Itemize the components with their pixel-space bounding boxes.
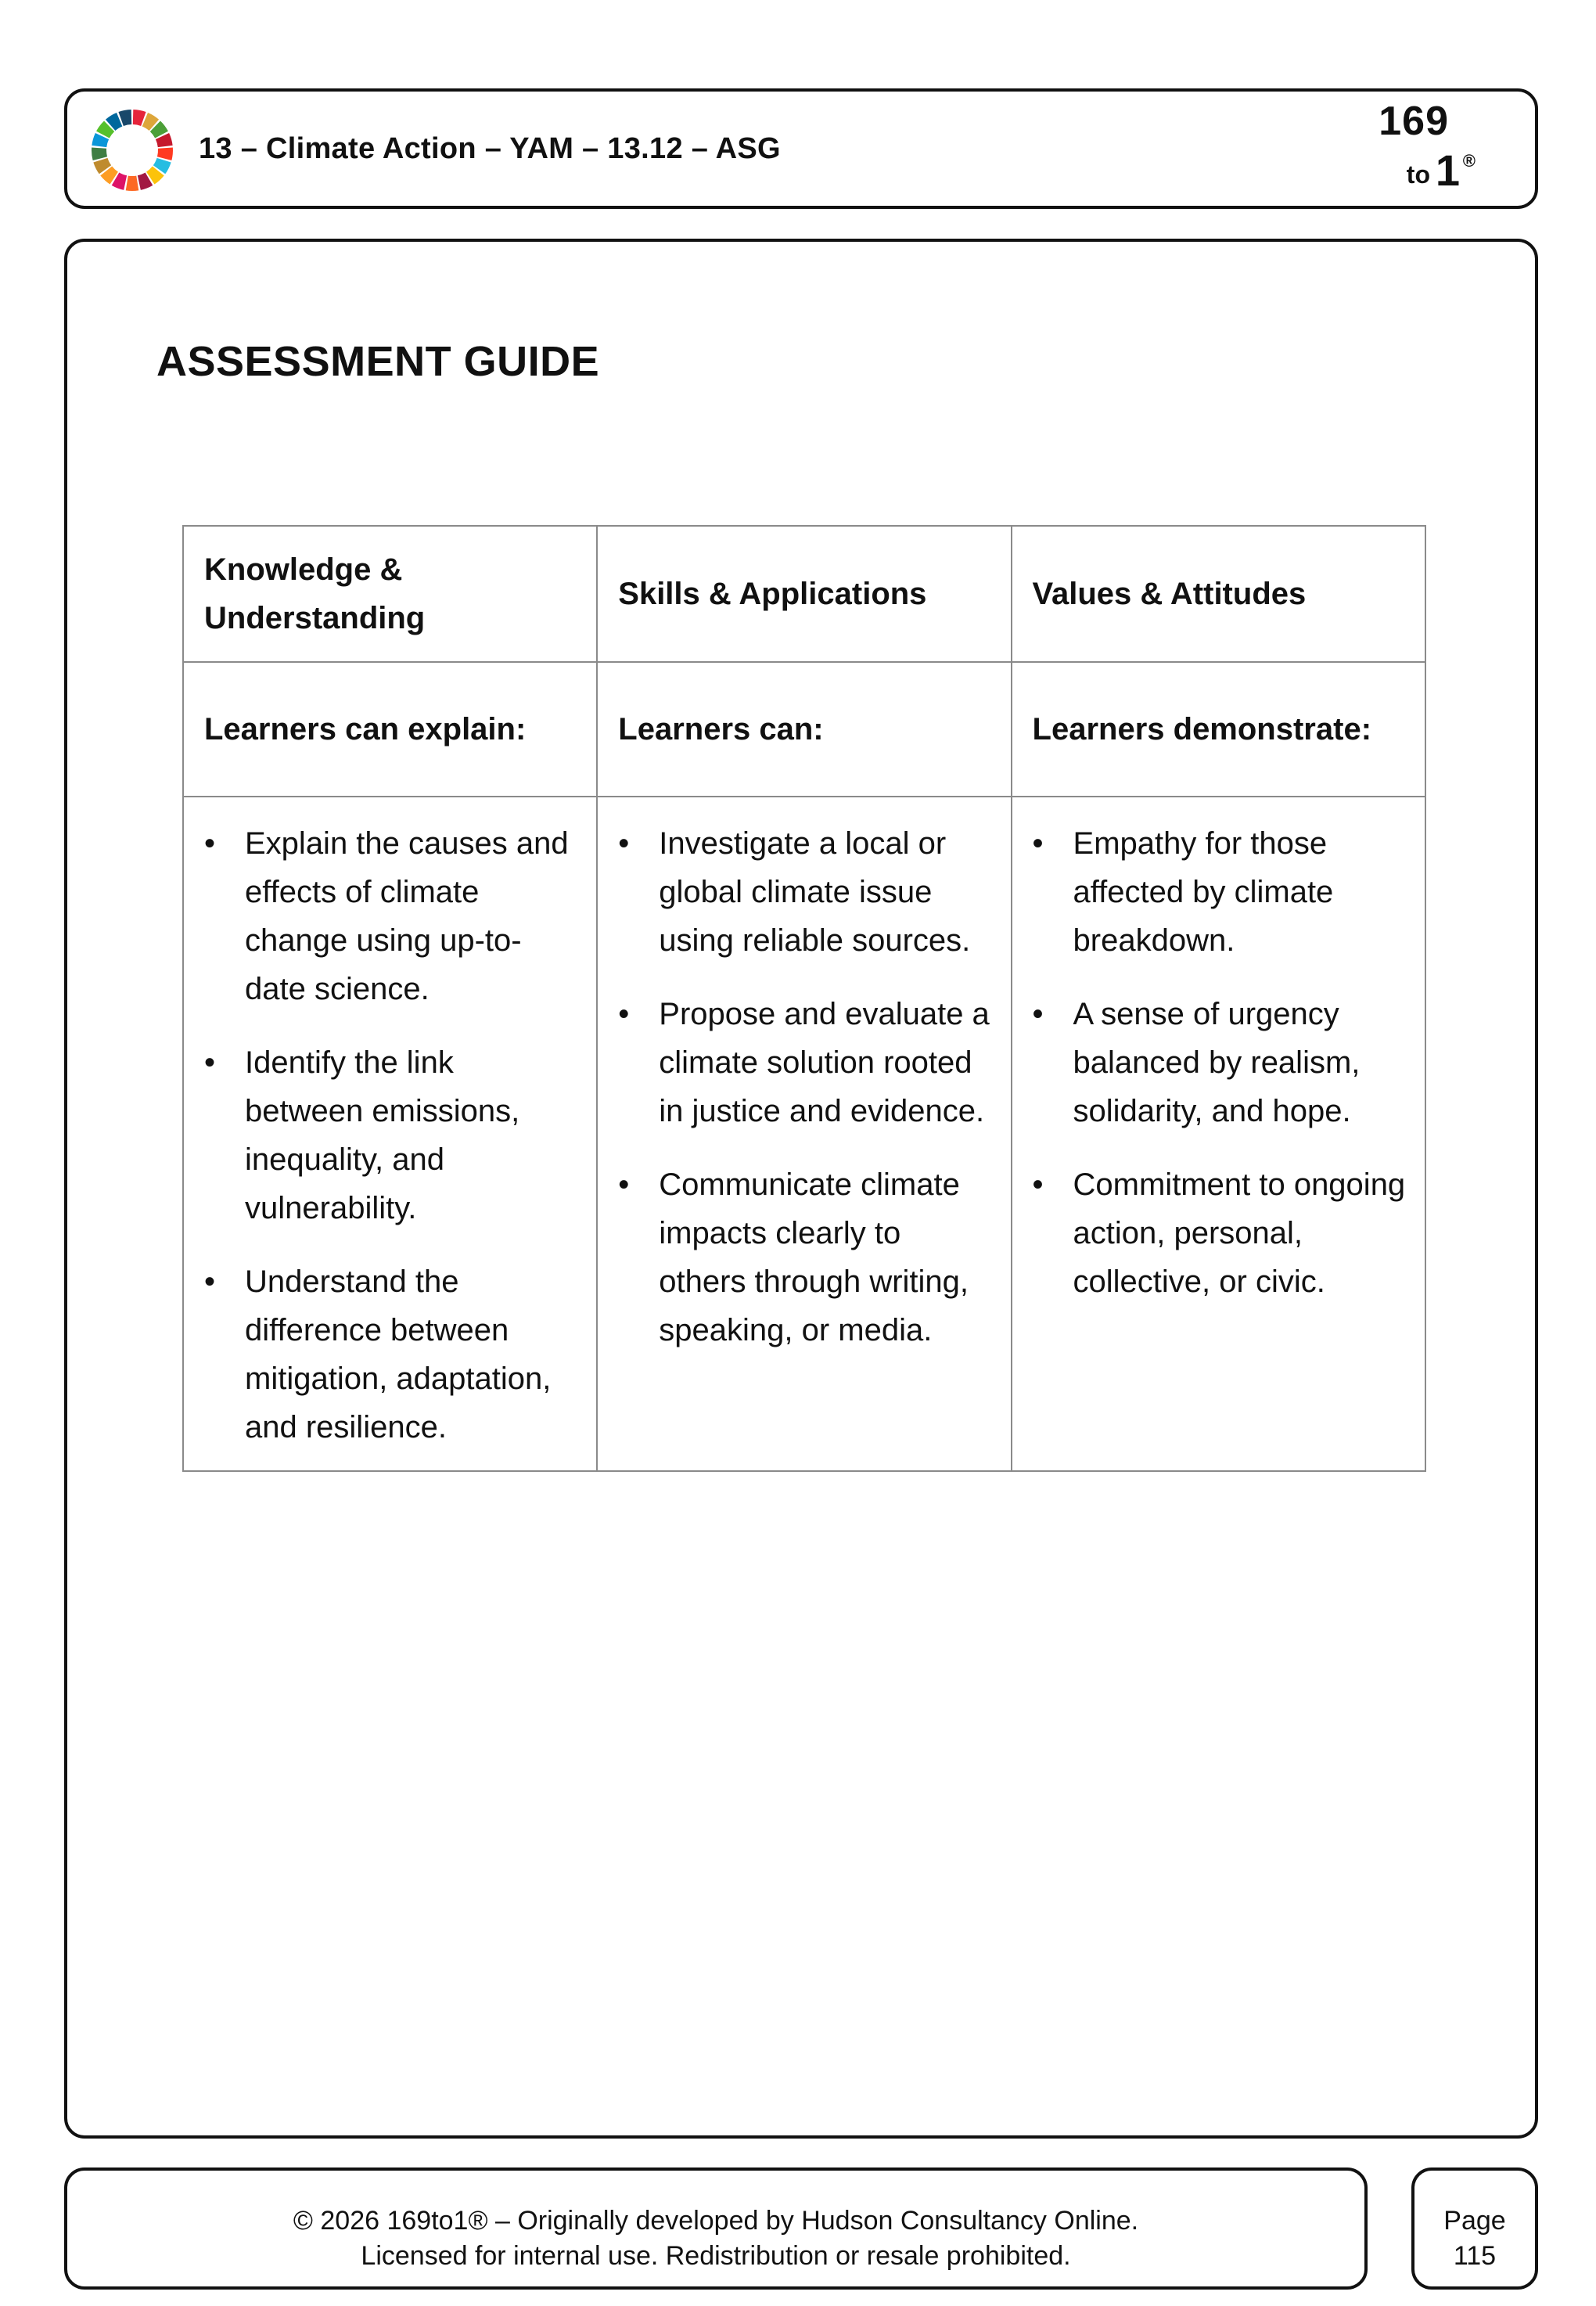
footer-copyright bbox=[64, 2167, 1368, 2290]
list-item: • Propose and evaluate a climate solution rooted in justice and evidence. bbox=[618, 990, 991, 1135]
table-header-row bbox=[183, 526, 1425, 662]
copyright-line-2: Licensed for internal use. Redistribution or resale prohibited. bbox=[361, 2241, 1071, 2271]
values-list bbox=[1033, 819, 1406, 1306]
list-item: • Empathy for those affected by climate breakdown. bbox=[1033, 819, 1406, 965]
wheel-segment bbox=[92, 148, 107, 160]
header-values: Values & Attitudes bbox=[1012, 526, 1425, 662]
main-content bbox=[64, 239, 1538, 2139]
page-number-value: 115 bbox=[1453, 2241, 1497, 2271]
subheader-skills: Learners can: bbox=[597, 662, 1011, 797]
subheader-knowledge: Learners can explain: bbox=[183, 662, 597, 797]
sdg-color-wheel-icon bbox=[89, 107, 175, 193]
list-item: • Explain the causes and effects of climate change using up-to-date science. bbox=[204, 819, 577, 1013]
copyright-text bbox=[67, 2203, 1364, 2274]
header-skills: Skills & Applications bbox=[597, 526, 1011, 662]
wheel-segment bbox=[157, 148, 173, 160]
list-item: • Commitment to ongoing action, personal, collective, or civic. bbox=[1033, 1160, 1406, 1306]
list-item: • Identify the link between emissions, inequality, and vulnerability. bbox=[204, 1038, 577, 1232]
assessment-table bbox=[182, 525, 1426, 1472]
header-knowledge: Knowledge & Understanding bbox=[183, 526, 597, 662]
skills-cell bbox=[597, 797, 1011, 1471]
list-item: • Understand the difference between mitigation, adaptation, and resilience. bbox=[204, 1257, 577, 1452]
copyright-line-1: © 2026 169to1® – Originally developed by Hudson Consultancy Online. bbox=[293, 2206, 1139, 2236]
brand-one: 1 bbox=[1435, 146, 1460, 195]
page-label: Page bbox=[1443, 2206, 1506, 2236]
document-title: 13 – Climate Action – YAM – 13.12 – ASG bbox=[199, 132, 781, 165]
brand-registered-mark: ® bbox=[1462, 151, 1476, 171]
list-item: • Investigate a local or global climate issue using reliable sources. bbox=[618, 819, 991, 965]
brand-number: 169 bbox=[1379, 99, 1449, 144]
knowledge-cell bbox=[183, 797, 597, 1471]
knowledge-list bbox=[204, 819, 577, 1452]
list-item: • Communicate climate impacts clearly to others through writing, speaking, or media. bbox=[618, 1160, 991, 1354]
subheader-values: Learners demonstrate: bbox=[1012, 662, 1425, 797]
brand-to: to bbox=[1406, 160, 1430, 189]
table-subheader-row bbox=[183, 662, 1425, 797]
page-number-box bbox=[1411, 2167, 1538, 2290]
table-body-row bbox=[183, 797, 1425, 1471]
list-item: • A sense of urgency balanced by realism, solidarity, and hope. bbox=[1033, 990, 1406, 1135]
page-number bbox=[1414, 2203, 1535, 2274]
values-cell bbox=[1012, 797, 1425, 1471]
skills-list bbox=[618, 819, 991, 1354]
page-title: ASSESSMENT GUIDE bbox=[156, 338, 600, 385]
wheel-segment bbox=[126, 176, 139, 191]
page-header bbox=[64, 88, 1538, 209]
